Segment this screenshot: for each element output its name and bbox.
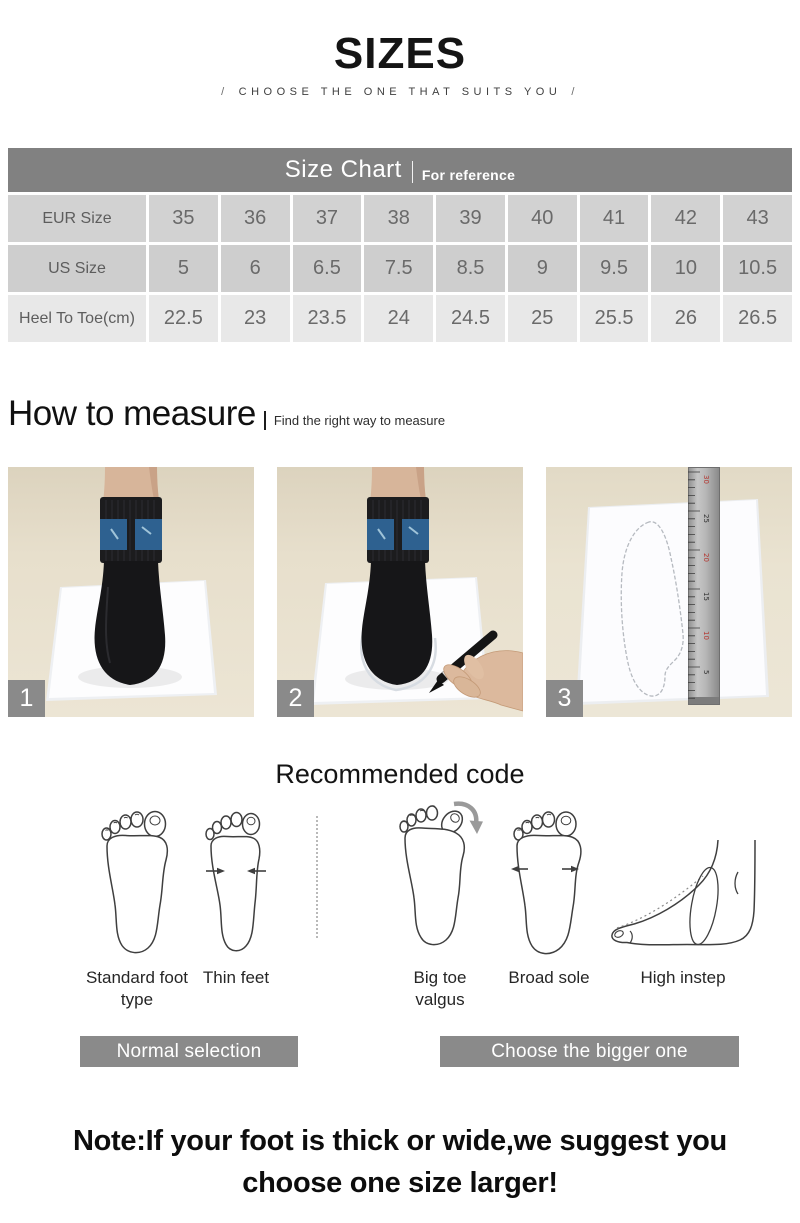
table-cell: 7.5 (364, 245, 433, 292)
table-cell: 5 (149, 245, 218, 292)
svg-text:20: 20 (702, 553, 710, 563)
size-chart-title: Size Chart (284, 156, 402, 184)
size-chart-header (8, 148, 792, 192)
table-cell: 24 (364, 295, 433, 342)
foot-type-standard (76, 798, 198, 1010)
big-toe-valgus-icon (394, 800, 486, 958)
how-to-measure-title: How to measure (8, 394, 256, 434)
table-cell: 10 (651, 245, 720, 292)
foot-type-high-instep (604, 798, 762, 988)
recommended-section (0, 798, 800, 1080)
foot-type-thin (192, 798, 280, 988)
size-chart-reference-note: For reference (421, 166, 516, 183)
measure-steps (8, 467, 792, 717)
row-label-heel-to-toe: Heel To Toe(cm) (8, 295, 146, 342)
svg-text:10: 10 (702, 631, 710, 641)
svg-text:30: 30 (702, 475, 710, 485)
table-cell: 24.5 (436, 295, 505, 342)
table-cell: 26.5 (723, 295, 792, 342)
row-label-eur-size: EUR Size (8, 195, 146, 242)
recommended-code-title: Recommended code (275, 759, 525, 790)
step-number-badge: 2 (277, 680, 314, 717)
note-line-1: Note:If your foot is thick or wide,we suggest you (73, 1125, 727, 1158)
table-cell: 35 (149, 195, 218, 242)
high-instep-icon (605, 836, 761, 958)
svg-text:25: 25 (702, 514, 710, 524)
table-cell: 8.5 (436, 245, 505, 292)
foot-type-big-toe-valgus (392, 798, 488, 1010)
table-cell: 9 (508, 245, 577, 292)
header-divider (412, 161, 413, 183)
standard-foot-icon (93, 808, 181, 958)
note-text (0, 1120, 800, 1204)
table-cell: 23 (221, 295, 290, 342)
subtitle-text: CHOOSE THE ONE THAT SUITS YOU (238, 86, 562, 99)
table-cell: 22.5 (149, 295, 218, 342)
how-to-measure-subtitle: Find the right way to measure (273, 412, 446, 428)
table-cell: 42 (651, 195, 720, 242)
measure-step-3 (546, 467, 792, 717)
step-number-badge: 3 (546, 680, 583, 717)
table-cell: 26 (651, 295, 720, 342)
table-cell: 38 (364, 195, 433, 242)
table-cell: 25 (508, 295, 577, 342)
heading-divider (264, 411, 266, 430)
sizes-header (0, 0, 800, 98)
size-chart-table (8, 148, 792, 342)
table-cell: 23.5 (293, 295, 362, 342)
step-number-badge: 1 (8, 680, 45, 717)
table-cell: 6 (221, 245, 290, 292)
table-cell: 43 (723, 195, 792, 242)
foot-type-label: Big toe valgus (413, 968, 467, 1009)
table-cell: 39 (436, 195, 505, 242)
choose-bigger-one-label: Choose the bigger one (440, 1036, 739, 1067)
how-to-measure-heading (8, 394, 792, 434)
foot-type-label: High instep (640, 968, 726, 988)
table-cell: 37 (293, 195, 362, 242)
foot-type-broad-sole (498, 798, 600, 988)
measure-step-2 (277, 467, 523, 717)
normal-selection-label: Normal selection (80, 1036, 298, 1067)
table-cell: 25.5 (580, 295, 649, 342)
table-cell: 36 (221, 195, 290, 242)
thin-foot-icon (201, 808, 271, 958)
svg-text:15: 15 (702, 592, 710, 602)
table-cell: 40 (508, 195, 577, 242)
svg-text:5: 5 (702, 670, 710, 675)
table-cell: 6.5 (293, 245, 362, 292)
foot-type-label: Standard foot type (85, 968, 189, 1009)
measure-step-1 (8, 467, 254, 717)
subtitle-left-slash: / (221, 86, 229, 99)
dotted-divider (316, 816, 318, 938)
foot-type-label: Broad sole (508, 968, 590, 988)
note-line-2: choose one size larger! (242, 1167, 558, 1200)
table-cell: 10.5 (723, 245, 792, 292)
broad-sole-icon (507, 808, 591, 958)
page-title: SIZES (333, 29, 467, 78)
page-subtitle (0, 86, 800, 98)
table-cell: 9.5 (580, 245, 649, 292)
table-cell: 41 (580, 195, 649, 242)
subtitle-right-slash: / (571, 86, 579, 99)
row-label-us-size: US Size (8, 245, 146, 292)
foot-type-label: Thin feet (202, 968, 270, 988)
